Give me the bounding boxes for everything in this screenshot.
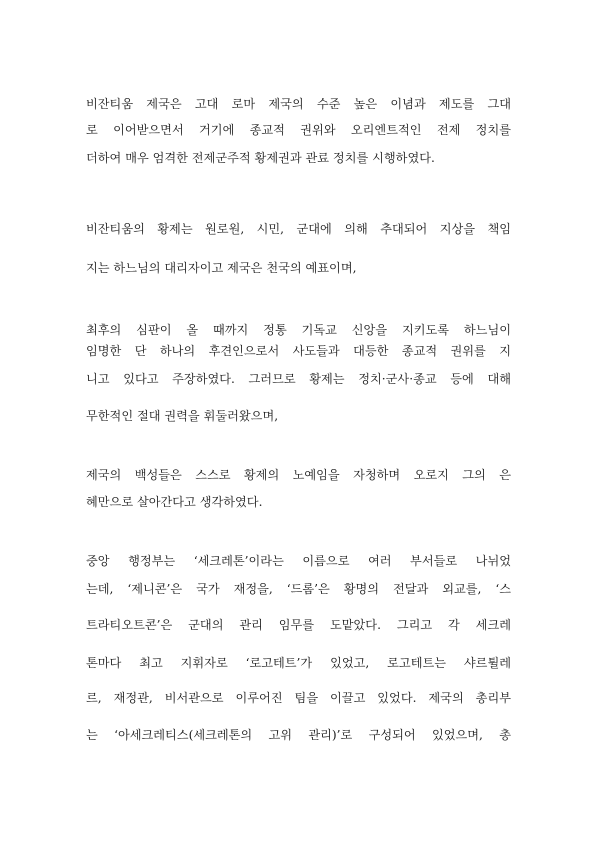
paragraph-3-line-1: 최후의 심판이 올 때까지 정통 기독교 신앙을 지키도록 하느님이 (86, 323, 511, 337)
paragraph-3-line-4: 무한적인 절대 권력을 휘둘러왔으며, (86, 409, 279, 423)
paragraph-4-line-1: 제국의 백성들은 스스로 황제의 노예임을 자청하며 오로지 그의 은 (86, 468, 511, 482)
paragraph-5-line-3: 트라티오트콘’은 군대의 관리 임무를 도맡았다. 그리고 각 세크레 (86, 618, 511, 632)
paragraph-3-line-2: 임명한 단 하나의 후견인으로서 사도들과 대등한 종교적 권위를 지 (86, 344, 511, 358)
paragraph-2-line-2: 지는 하느님의 대리자이고 제국은 천국의 예표이며, (86, 261, 357, 275)
paragraph-5-line-2: 는데, ‘제니콘’은 국가 재정을, ‘드롬’은 황명의 전달과 외교를, ‘스 (86, 582, 511, 596)
paragraph-2-line-1: 비잔티움의 황제는 원로원, 시민, 군대에 의해 추대되어 지상을 책임 (86, 222, 511, 236)
paragraph-1-line-1: 비잔티움 제국은 고대 로마 제국의 수준 높은 이념과 제도를 그대 (86, 97, 511, 111)
paragraph-1-line-3: 더하여 매우 엄격한 전제군주적 황제권과 관료 정치를 시행하였다. (86, 151, 435, 165)
paragraph-5-line-5: 르, 재정관, 비서관으로 이루어진 팀을 이끌고 있었다. 제국의 총리부 (86, 691, 511, 705)
paragraph-3-line-3: 니고 있다고 주장하였다. 그러므로 황제는 정치·군사·종교 등에 대해 (86, 372, 511, 386)
paragraph-1-line-2: 로 이어받으면서 거기에 종교적 권위와 오리엔트적인 전제 정치를 (86, 123, 511, 137)
paragraph-5-line-1: 중앙 행정부는 ‘세크레톤’이라는 이름으로 여러 부서들로 나뉘었 (86, 554, 511, 568)
paragraph-4-line-2: 혜만으로 살아간다고 생각하였다. (86, 495, 263, 509)
paragraph-5-line-6: 는 ‘아세크레티스(세크레톤의 고위 관리)’로 구성되어 있었으며, 총 (86, 728, 511, 742)
paragraph-5-line-4: 톤마다 최고 지휘자로 ‘로고테트’가 있었고, 로고테트는 샤르튈레 (86, 656, 511, 670)
